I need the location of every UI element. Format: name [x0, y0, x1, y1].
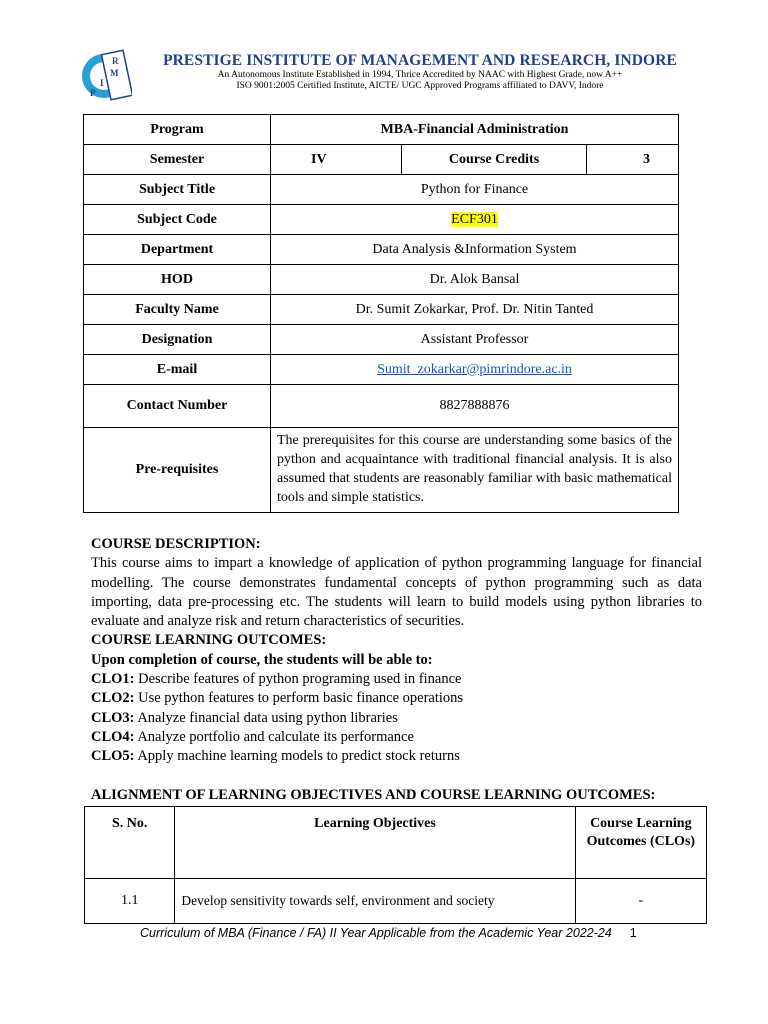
list-item: [91, 709, 702, 728]
semester-value: IV: [271, 145, 402, 175]
clo-text: Use python features to perform basic finance operations: [134, 690, 464, 707]
row-objective: Develop sensitivity towards self, environment and society: [175, 879, 575, 924]
contact-label: Contact Number: [84, 385, 271, 428]
contact-value: 8827888876: [271, 385, 679, 428]
col-clo-header: [575, 807, 706, 879]
subject-code-label: Subject Code: [84, 205, 271, 235]
subject-title-value: Python for Finance: [271, 175, 679, 205]
page-number: 1: [629, 926, 637, 940]
clo-text: Analyze portfolio and calculate its performance: [134, 728, 414, 745]
email-label: E-mail: [84, 355, 271, 385]
course-info-table: [83, 114, 679, 513]
page-footer: [140, 926, 700, 940]
hod-value: Dr. Alok Bansal: [271, 265, 679, 295]
table-row: [84, 325, 679, 355]
institute-accreditation: An Autonomous Institute Established in 1994, Thrice Accredited by NAAC with Highest Grade, now A++: [217, 70, 623, 80]
faculty-label: Faculty Name: [84, 295, 271, 325]
program-label: Program: [84, 115, 271, 145]
svg-text:P: P: [90, 88, 96, 98]
clo-text: Apply machine learning models to predict stock returns: [134, 748, 460, 765]
footer-text: Curriculum of MBA (Finance / FA) II Year Applicable from the Academic Year 2022-24: [140, 926, 612, 940]
subject-code-cell: [271, 205, 679, 235]
alignment-title: ALIGNMENT OF LEARNING OBJECTIVES AND COURSE LEARNING OUTCOMES:: [91, 787, 656, 803]
row-clo: -: [575, 879, 706, 924]
hod-label: HOD: [84, 265, 271, 295]
email-cell: [271, 355, 679, 385]
clo-code: CLO4:: [91, 728, 135, 745]
description-heading: COURSE DESCRIPTION:: [91, 536, 261, 552]
table-row: [84, 205, 679, 235]
table-row: [84, 385, 679, 428]
table-header-row: [85, 807, 707, 879]
table-row: [84, 115, 679, 145]
svg-text:I: I: [100, 78, 104, 88]
clo-code: CLO1:: [91, 671, 135, 688]
clo-code: CLO2:: [91, 690, 135, 707]
svg-text:R: R: [112, 56, 119, 66]
table-row: [84, 175, 679, 205]
alignment-table: [84, 806, 707, 924]
col-sno-header: S. No.: [85, 807, 175, 879]
row-sno: 1.1: [85, 879, 175, 924]
department-label: Department: [84, 235, 271, 265]
list-item: [91, 670, 702, 689]
semester-label: Semester: [84, 145, 271, 175]
institute-certification: ISO 9001:2005 Certified Institute, AICTE/ UGC Approved Programs affiliated to DAVV, Indore: [236, 81, 604, 91]
page-header: [0, 0, 768, 110]
institute-logo: [80, 48, 132, 102]
table-row: [84, 265, 679, 295]
list-item: [91, 689, 702, 708]
prereq-label: Pre-requisites: [84, 428, 271, 513]
table-row: [84, 235, 679, 265]
outcomes-intro: Upon completion of course, the students will be able to:: [91, 651, 433, 668]
department-value: Data Analysis &Information System: [271, 235, 679, 265]
table-row: [85, 879, 707, 924]
subject-title-label: Subject Title: [84, 175, 271, 205]
col-objectives-header: Learning Objectives: [175, 807, 575, 879]
description-text: This course aims to impart a knowledge of application of python programming language for financial modelling. The course demonstrates fundamental concepts of python programming such as data importing, data pre-processing etc. The students will learn to build models using python libraries to evaluate and analyze risk and return characteristics of securities.: [91, 555, 702, 630]
designation-value: Assistant Professor: [271, 325, 679, 355]
credits-label: Course Credits: [402, 145, 587, 175]
table-row: [84, 295, 679, 325]
table-row: [84, 355, 679, 385]
subject-code-value: ECF301: [451, 211, 498, 227]
faculty-value: Dr. Sumit Zokarkar, Prof. Dr. Nitin Tanted: [271, 295, 679, 325]
col-clo-line1: Course Learning: [590, 816, 692, 831]
svg-text:M: M: [110, 68, 119, 78]
list-item: [91, 747, 702, 766]
program-value: MBA-Financial Administration: [271, 115, 679, 145]
clo-text: Analyze financial data using python libraries: [134, 709, 398, 726]
clo-code: CLO5:: [91, 748, 135, 765]
table-row: [84, 145, 679, 175]
email-link[interactable]: Sumit_zokarkar@pimrindore.ac.in: [377, 361, 572, 377]
institute-name: PRESTIGE INSTITUTE OF MANAGEMENT AND RESEARCH, INDORE: [163, 52, 677, 69]
credits-value: 3: [587, 145, 679, 175]
designation-label: Designation: [84, 325, 271, 355]
prereq-value: The prerequisites for this course are understanding some basics of the python and acquaintance with traditional financial analysis. It is also assumed that students are reasonably familiar with basic mathematical tools and simple statistics.: [271, 428, 679, 513]
clo-code: CLO3:: [91, 709, 135, 726]
table-row: [84, 428, 679, 513]
clo-text: Describe features of python programing used in finance: [134, 671, 462, 688]
course-description: [91, 535, 702, 767]
outcomes-heading: COURSE LEARNING OUTCOMES:: [91, 632, 327, 649]
list-item: [91, 728, 702, 747]
col-clo-line2: Outcomes (CLOs): [586, 834, 696, 849]
